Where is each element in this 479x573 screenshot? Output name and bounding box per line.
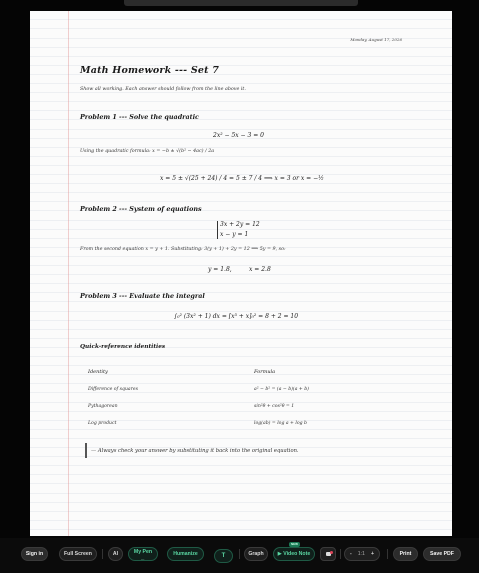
- table-header-formula: Formula: [254, 369, 276, 375]
- camera-icon: [326, 552, 331, 556]
- zoom-level: 1:1: [357, 551, 365, 557]
- my-pen-sub: —: [141, 557, 145, 561]
- zoom-out-button[interactable]: -: [350, 551, 352, 557]
- video-note-button[interactable]: ▶ Video Note: [273, 547, 315, 561]
- problem2-heading: Problem 2 --- System of equations: [80, 205, 202, 213]
- toolbar-divider: [340, 549, 341, 559]
- graph-button[interactable]: Graph: [244, 547, 268, 561]
- system-brace: [217, 221, 218, 239]
- humanize-button[interactable]: Humanize: [167, 547, 204, 561]
- table-row-identity: Log product: [88, 421, 117, 426]
- problem2-answer-x: x = 2.8: [249, 266, 271, 273]
- problem2-eq1: 3x + 2y = 12: [220, 221, 260, 228]
- print-button[interactable]: Print: [393, 547, 418, 561]
- table-row-identity: Difference of squares: [88, 387, 138, 392]
- problem2-answer-y: y = 1.8,: [208, 266, 232, 273]
- problem2-explanation: From the second equation x = y + 1. Substituting: 3(y + 1) + 2y = 12 ⟹ 5y = 9, so:: [80, 247, 286, 252]
- my-pen-button[interactable]: My Pen: [128, 547, 158, 561]
- callout-note: — Always check your answer by substituting it back into the original equation.: [91, 448, 299, 454]
- date-text: Monday, August 17, 2026: [350, 37, 402, 42]
- problem1-heading: Problem 1 --- Solve the quadratic: [80, 113, 199, 121]
- identities-heading: Quick-reference identities: [80, 344, 166, 350]
- top-scrollbar[interactable]: [124, 0, 358, 6]
- notebook-page: [30, 11, 452, 536]
- page-subtitle: Show all working. Each answer should follow from the line above it.: [80, 87, 246, 92]
- table-row-formula: a² − b² = (a − b)(a + b): [254, 387, 309, 392]
- save-pdf-button[interactable]: Save PDF: [423, 547, 461, 561]
- table-row-formula: sin²θ + cos²θ = 1: [254, 404, 295, 409]
- ai-button[interactable]: AI: [108, 547, 123, 561]
- new-badge: NEW: [291, 542, 298, 546]
- problem2-eq2: x − y = 1: [220, 231, 249, 238]
- callout-bar: [85, 443, 87, 458]
- sign-in-button[interactable]: Sign in: [21, 547, 48, 561]
- toolbar-divider: [239, 549, 240, 559]
- table-header-identity: Identity: [88, 369, 108, 375]
- problem1-formula: Using the quadratic formula: x = −b ± √(b² − 4ac) / 2a: [80, 149, 215, 154]
- problem1-equation: 2x² − 5x − 3 = 0: [213, 132, 264, 139]
- zoom-control: [344, 547, 380, 561]
- problem3-heading: Problem 3 --- Evaluate the integral: [80, 292, 205, 300]
- full-screen-button[interactable]: Full Screen: [59, 547, 97, 561]
- record-toggle-button[interactable]: [320, 547, 336, 561]
- problem1-solution: x = 5 ± √(25 + 24) / 4 = 5 ± 7 / 4 ⟹ x = 3 or x = −½: [160, 175, 324, 182]
- toolbar-divider: [387, 549, 388, 559]
- toolbar-divider: [102, 549, 103, 559]
- table-row-identity: Pythagorean: [88, 404, 118, 409]
- page-title: Math Homework --- Set 7: [80, 65, 220, 76]
- text-tool-button[interactable]: T: [214, 549, 233, 563]
- zoom-in-button[interactable]: +: [370, 551, 374, 557]
- problem3-integral: ∫₀² (3x² + 1) dx = [x³ + x]₀² = 8 + 2 = 10: [174, 313, 299, 320]
- table-row-formula: log(ab) = log a + log b: [254, 421, 307, 426]
